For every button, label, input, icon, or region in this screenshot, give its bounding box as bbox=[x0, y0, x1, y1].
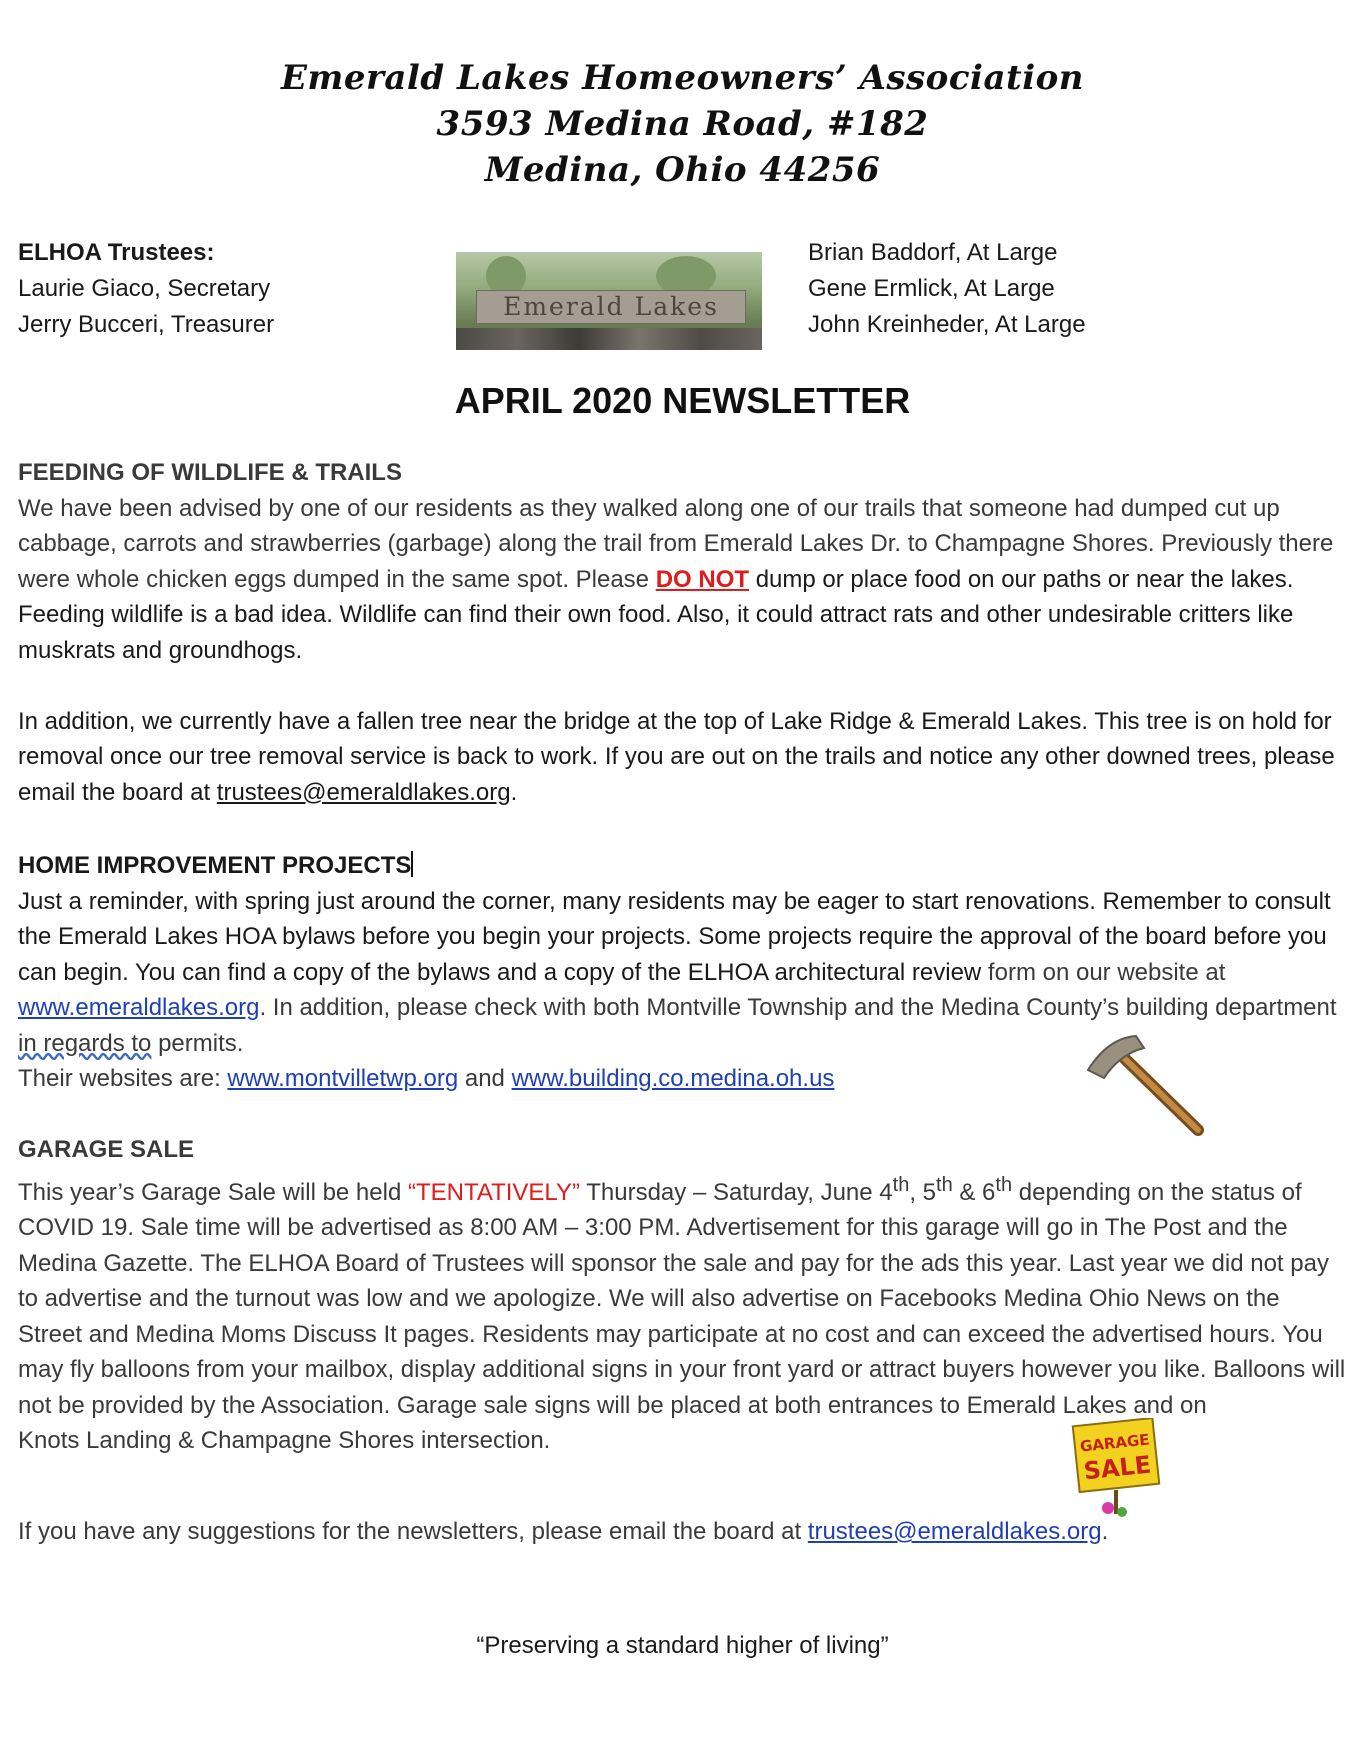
hammer-icon bbox=[1080, 1030, 1210, 1140]
org-address: 3593 Medina Road, #182 bbox=[436, 104, 929, 144]
emerald-lakes-sign-photo bbox=[456, 252, 762, 350]
ordinal-suffix: th bbox=[995, 1173, 1013, 1196]
home-heading-text: HOME IMPROVEMENT PROJECTS bbox=[18, 852, 412, 879]
trustee-at-large-3: John Kreinheder, At Large bbox=[808, 311, 1086, 338]
text-cursor bbox=[411, 851, 413, 877]
garage-text-e: depending on the status of COVID 19. Sale time will be advertised as 8:00 AM – 3:00 PM. Advertisement for this garage will go in The Post and the Medina Gazette. The ELHOA Board of Trustees will sponsor the sale and pay for the ads this year. Last year we did not pay to advertise and the turnout was low and we apologize. We will also advertise on Facebooks Medina Ohio News on the Street and Medina Moms Discuss It pages. Residents may participate at no cost and can exceed the advertised hours. You may fly balloons from your mailbox, display additional signs in your front yard or attract buyers however you like. Balloons will not be provided by the Association. Garage sale signs will be placed at both entrances to Emerald Lakes and on bbox=[18, 1178, 1346, 1419]
home-text: Just a reminder, with spring just around the corner, many residents may be eager to start renovations. Remember to consult the Emerald Lakes HOA bylaws before you begin your projects. Some projects require the approval of the board before you can begin. You can find a copy of the bylaws and a copy of the ELHOA architectural review bbox=[18, 887, 1331, 986]
tree-text: In addition, we currently have a fallen tree near the bridge at the top of Lake Ridge & Emerald Lakes. This tree is on hold for removal once our tree removal service is back to work. If you are out on the trails and notice any other downed trees, please email the board at bbox=[18, 707, 1335, 806]
wildlife-paragraph-1 bbox=[18, 491, 1348, 669]
garage-text-b: Thursday – Saturday, June 4 bbox=[580, 1178, 893, 1206]
trustees-left bbox=[18, 235, 274, 343]
sign-text: Emerald Lakes bbox=[503, 292, 719, 321]
suggestions-paragraph bbox=[18, 1514, 1348, 1550]
wildlife-section bbox=[18, 455, 1348, 810]
home-text-e: Their websites are: bbox=[18, 1065, 228, 1092]
suggestions-text: If you have any suggestions for the newsletters, please email the board at bbox=[18, 1518, 808, 1545]
garage-text-c: , 5 bbox=[909, 1178, 937, 1206]
grammar-flag: in regards to bbox=[18, 1029, 152, 1057]
garage-text-d: & 6 bbox=[952, 1178, 996, 1206]
medina-building-link[interactable]: www.building.co.medina.oh.us bbox=[511, 1065, 835, 1092]
garage-sale-paragraph bbox=[18, 1168, 1348, 1459]
trustees-heading: ELHOA Trustees: bbox=[18, 239, 215, 266]
newsletter-title: APRIL 2020 NEWSLETTER bbox=[454, 380, 911, 421]
suggestions-email-link[interactable]: trustees@emeraldlakes.org bbox=[807, 1518, 1102, 1545]
trustees-email-link[interactable]: trustees@emeraldlakes.org bbox=[216, 778, 511, 806]
home-text-d: permits. bbox=[151, 1029, 244, 1057]
trustees-right bbox=[808, 235, 1086, 343]
garage-sign-line1: GARAGE bbox=[1079, 1430, 1151, 1456]
ordinal-suffix: th bbox=[892, 1173, 910, 1196]
garage-sign-line2: SALE bbox=[1082, 1450, 1153, 1486]
garage-sale-section bbox=[18, 1132, 1348, 1459]
footer-motto: “Preserving a standard higher of living” bbox=[476, 1632, 889, 1659]
website-link[interactable]: www.emeraldlakes.org bbox=[18, 994, 260, 1021]
home-improvement-heading bbox=[18, 848, 1348, 884]
trustee-at-large-1: Brian Baddorf, At Large bbox=[808, 239, 1058, 266]
do-not-emphasis: DO NOT bbox=[655, 565, 750, 593]
home-text-c: . In addition, please check with both Montville Township and the Medina County’s building department bbox=[259, 994, 1337, 1021]
suggestions-end: . bbox=[1101, 1518, 1109, 1545]
sign-wall bbox=[476, 290, 746, 324]
home-text-b: form on our website at bbox=[981, 958, 1226, 986]
wildlife-paragraph-2 bbox=[18, 704, 1348, 811]
tentatively-emphasis: “TENTATIVELY” bbox=[407, 1178, 580, 1206]
org-city: Medina, Ohio 44256 bbox=[484, 150, 881, 190]
home-text-f: and bbox=[458, 1065, 512, 1092]
garage-text-a: This year’s Garage Sale will be held bbox=[18, 1178, 408, 1206]
garage-sale-heading: GARAGE SALE bbox=[18, 1136, 195, 1163]
suggestions-section bbox=[18, 1514, 1348, 1550]
garage-sale-sign-icon bbox=[1070, 1418, 1166, 1524]
wildlife-heading: FEEDING OF WILDLIFE & TRAILS bbox=[18, 459, 402, 486]
trustee-at-large-2: Gene Ermlick, At Large bbox=[808, 275, 1055, 302]
org-name: Emerald Lakes Homeowners’ Association bbox=[280, 58, 1085, 98]
wildlife-text: We have been advised by one of our residents as they walked along one of our trails that someone had dumped cut up cabbage, carrots and strawberries (garbage) along the trail from Emerald Lakes Dr. to Champagne Shores. Previously there were whole chicken eggs dumped in the same spot. Please bbox=[18, 494, 1334, 593]
ordinal-suffix: th bbox=[936, 1173, 953, 1196]
garage-text-f: Knots Landing & Champagne Shores intersection. bbox=[18, 1427, 551, 1454]
wildlife-text-cont: dump or place food on our paths or near the lakes. Feeding wildlife is a bad idea. Wildlife can find their own food. Also, it could attract rats and other undesirable critters like muskrats and groundhogs. bbox=[18, 565, 1294, 664]
sign-rocks bbox=[456, 328, 762, 350]
tree-text-end: . bbox=[510, 778, 518, 806]
trustee-secretary: Laurie Giaco, Secretary bbox=[18, 275, 271, 302]
trustee-treasurer: Jerry Bucceri, Treasurer bbox=[18, 311, 275, 338]
montville-link[interactable]: www.montvilletwp.org bbox=[227, 1065, 459, 1092]
